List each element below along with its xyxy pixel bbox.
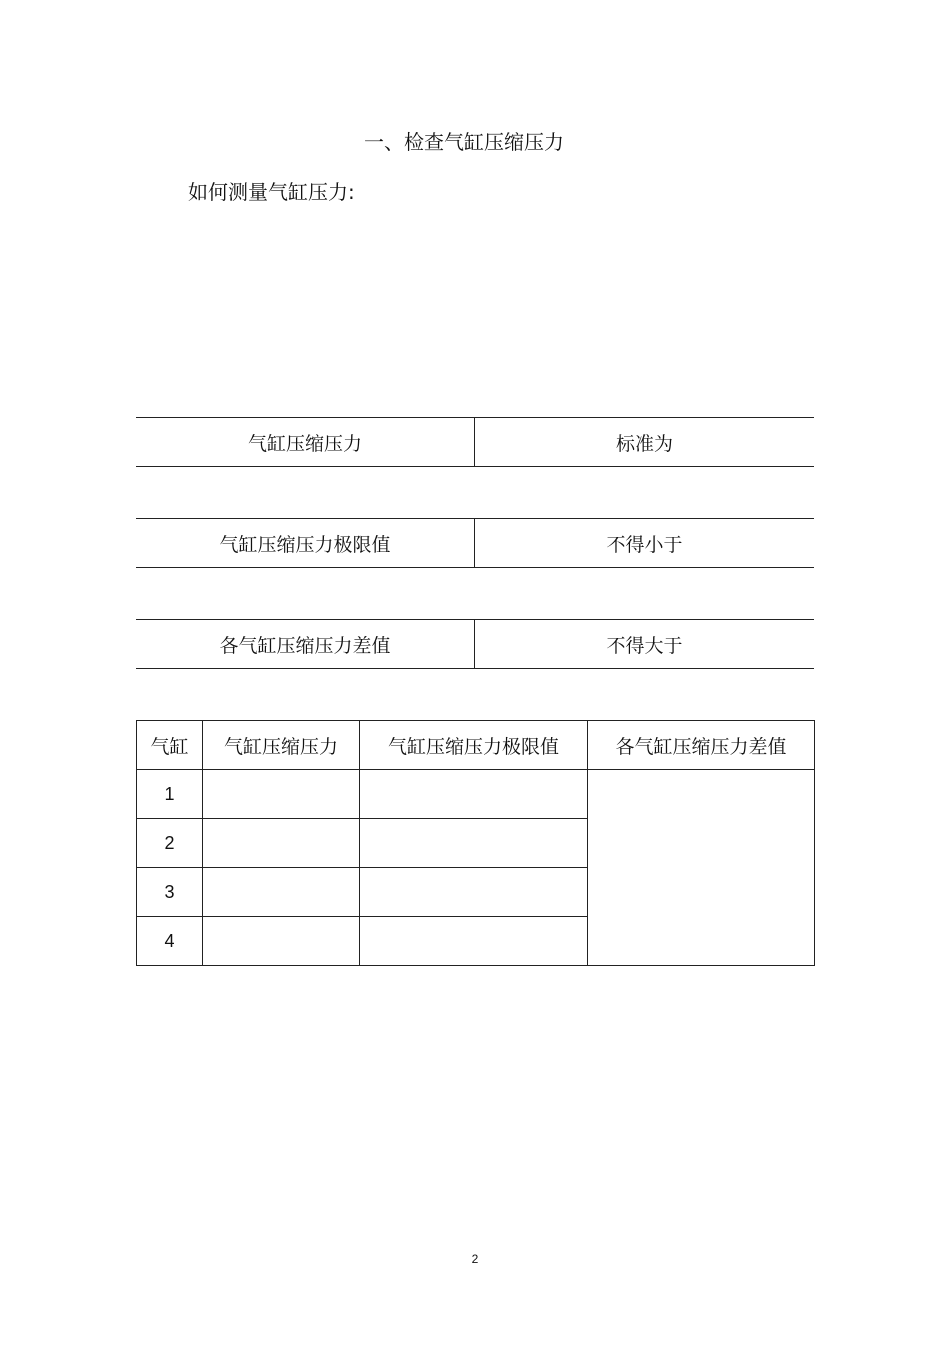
spec-value: 不得小于 [606,533,683,556]
cylinder-number: 3 [137,868,203,917]
spec-value: 标准为 [615,432,673,455]
table-row [137,770,815,819]
spec-label: 气缸压缩压力极限值 [136,519,475,567]
page-number: 2 [471,1252,479,1266]
header-compression-pressure: 气缸压缩压力 [203,721,360,770]
section-title: 一、检查气缸压缩压力 [364,130,564,154]
cylinder-pressure-table [136,720,815,966]
spec-row-difference [136,619,814,669]
header-cylinder: 气缸 [137,721,203,770]
spec-row-standard [136,417,814,467]
spec-value: 不得大于 [606,634,683,657]
header-pressure-difference: 各气缸压缩压力差值 [588,721,815,770]
compression-pressure-cell[interactable] [203,770,360,819]
spec-label: 气缸压缩压力 [136,418,475,466]
question-text: 如何测量气缸压力: [188,180,355,204]
pressure-limit-cell[interactable] [360,819,588,868]
compression-pressure-cell[interactable] [203,868,360,917]
header-pressure-limit: 气缸压缩压力极限值 [360,721,588,770]
pressure-limit-cell[interactable] [360,917,588,966]
pressure-limit-cell[interactable] [360,770,588,819]
cylinder-number: 2 [137,819,203,868]
pressure-difference-cell[interactable] [588,770,815,966]
spec-label: 各气缸压缩压力差值 [136,620,475,668]
table-header-row [137,721,815,770]
cylinder-number: 1 [137,770,203,819]
pressure-limit-cell[interactable] [360,868,588,917]
compression-pressure-cell[interactable] [203,819,360,868]
cylinder-number: 4 [137,917,203,966]
compression-pressure-cell[interactable] [203,917,360,966]
spec-row-limit [136,518,814,568]
